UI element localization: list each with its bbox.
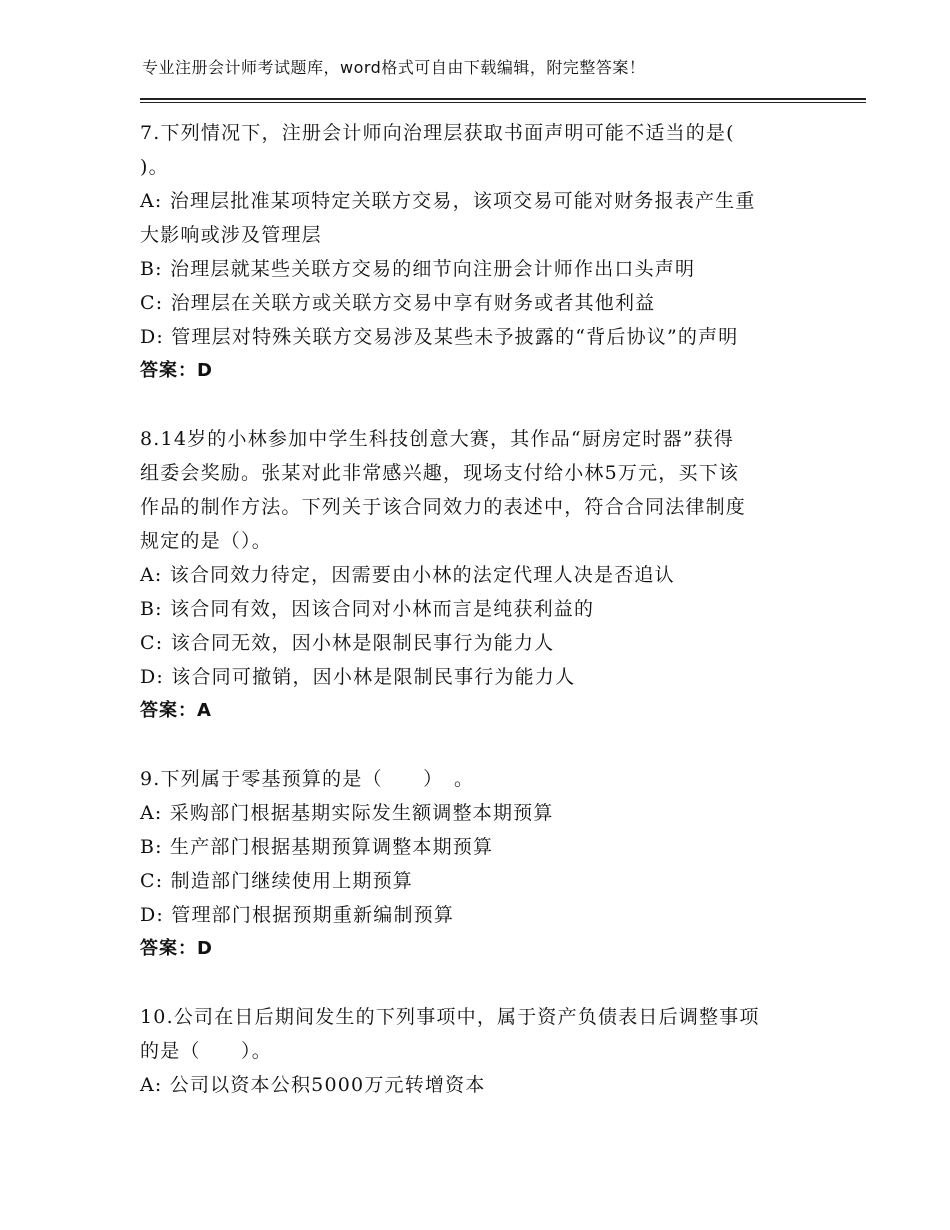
question-10 xyxy=(140,1000,810,1102)
question-stem-line: 规定的是（）。 xyxy=(140,530,272,552)
answer-label: 答案：A xyxy=(140,700,212,721)
question-7 xyxy=(140,116,810,388)
option-a: A: 公司以资本公积5000万元转增资本 xyxy=(140,1074,486,1096)
question-8 xyxy=(140,422,810,728)
question-9 xyxy=(140,762,810,966)
answer-label: 答案：D xyxy=(140,938,213,959)
option-a: A: 治理层批准某项特定关联方交易，该项交易可能对财务报表产生重 xyxy=(140,190,756,212)
question-stem-line: 7.下列情况下，注册会计师向治理层获取书面声明可能不适当的是( xyxy=(140,122,735,144)
option-c: C: 该合同无效，因小林是限制民事行为能力人 xyxy=(140,632,555,654)
option-a: A: 该合同效力待定，因需要由小林的法定代理人决是否追认 xyxy=(140,564,675,586)
option-c: C: 制造部门继续使用上期预算 xyxy=(140,870,413,892)
option-d: D: 管理层对特殊关联方交易涉及某些未予披露的“背后协议”的声明 xyxy=(140,326,739,348)
header-divider-thin xyxy=(140,102,866,103)
question-stem-line: )。 xyxy=(140,156,169,178)
option-a: A: 采购部门根据基期实际发生额调整本期预算 xyxy=(140,802,554,824)
option-b: B: 治理层就某些关联方交易的细节向注册会计师作出口头声明 xyxy=(140,258,696,280)
question-stem-line: 8.14岁的小林参加中学生科技创意大赛，其作品“厨房定时器”获得 xyxy=(140,428,735,450)
option-a-continued: 大影响或涉及管理层 xyxy=(140,224,322,246)
option-b: B: 生产部门根据基期预算调整本期预算 xyxy=(140,836,494,858)
question-list xyxy=(140,116,810,1136)
answer-label: 答案：D xyxy=(140,360,213,381)
option-c: C: 治理层在关联方或关联方交易中享有财务或者其他利益 xyxy=(140,292,656,314)
option-d: D: 该合同可撤销，因小林是限制民事行为能力人 xyxy=(140,666,576,688)
question-stem-line: 10.公司在日后期间发生的下列事项中，属于资产负债表日后调整事项 xyxy=(140,1006,760,1028)
option-d: D: 管理部门根据预期重新编制预算 xyxy=(140,904,455,926)
header-divider xyxy=(140,98,866,100)
option-b: B: 该合同有效，因该合同对小林而言是纯获利益的 xyxy=(140,598,595,620)
page-header: 专业注册会计师考试题库，word格式可自由下载编辑，附完整答案！ xyxy=(142,58,646,77)
question-stem-line: 作品的制作方法。下列关于该合同效力的表述中，符合合同法律制度 xyxy=(140,496,747,518)
question-stem-line: 组委会奖励。张某对此非常感兴趣，现场支付给小林5万元，买下该 xyxy=(140,462,740,484)
question-stem-line: 的是（ ）。 xyxy=(140,1040,272,1062)
question-stem-line: 9.下列属于零基预算的是（ ） 。 xyxy=(140,768,475,790)
